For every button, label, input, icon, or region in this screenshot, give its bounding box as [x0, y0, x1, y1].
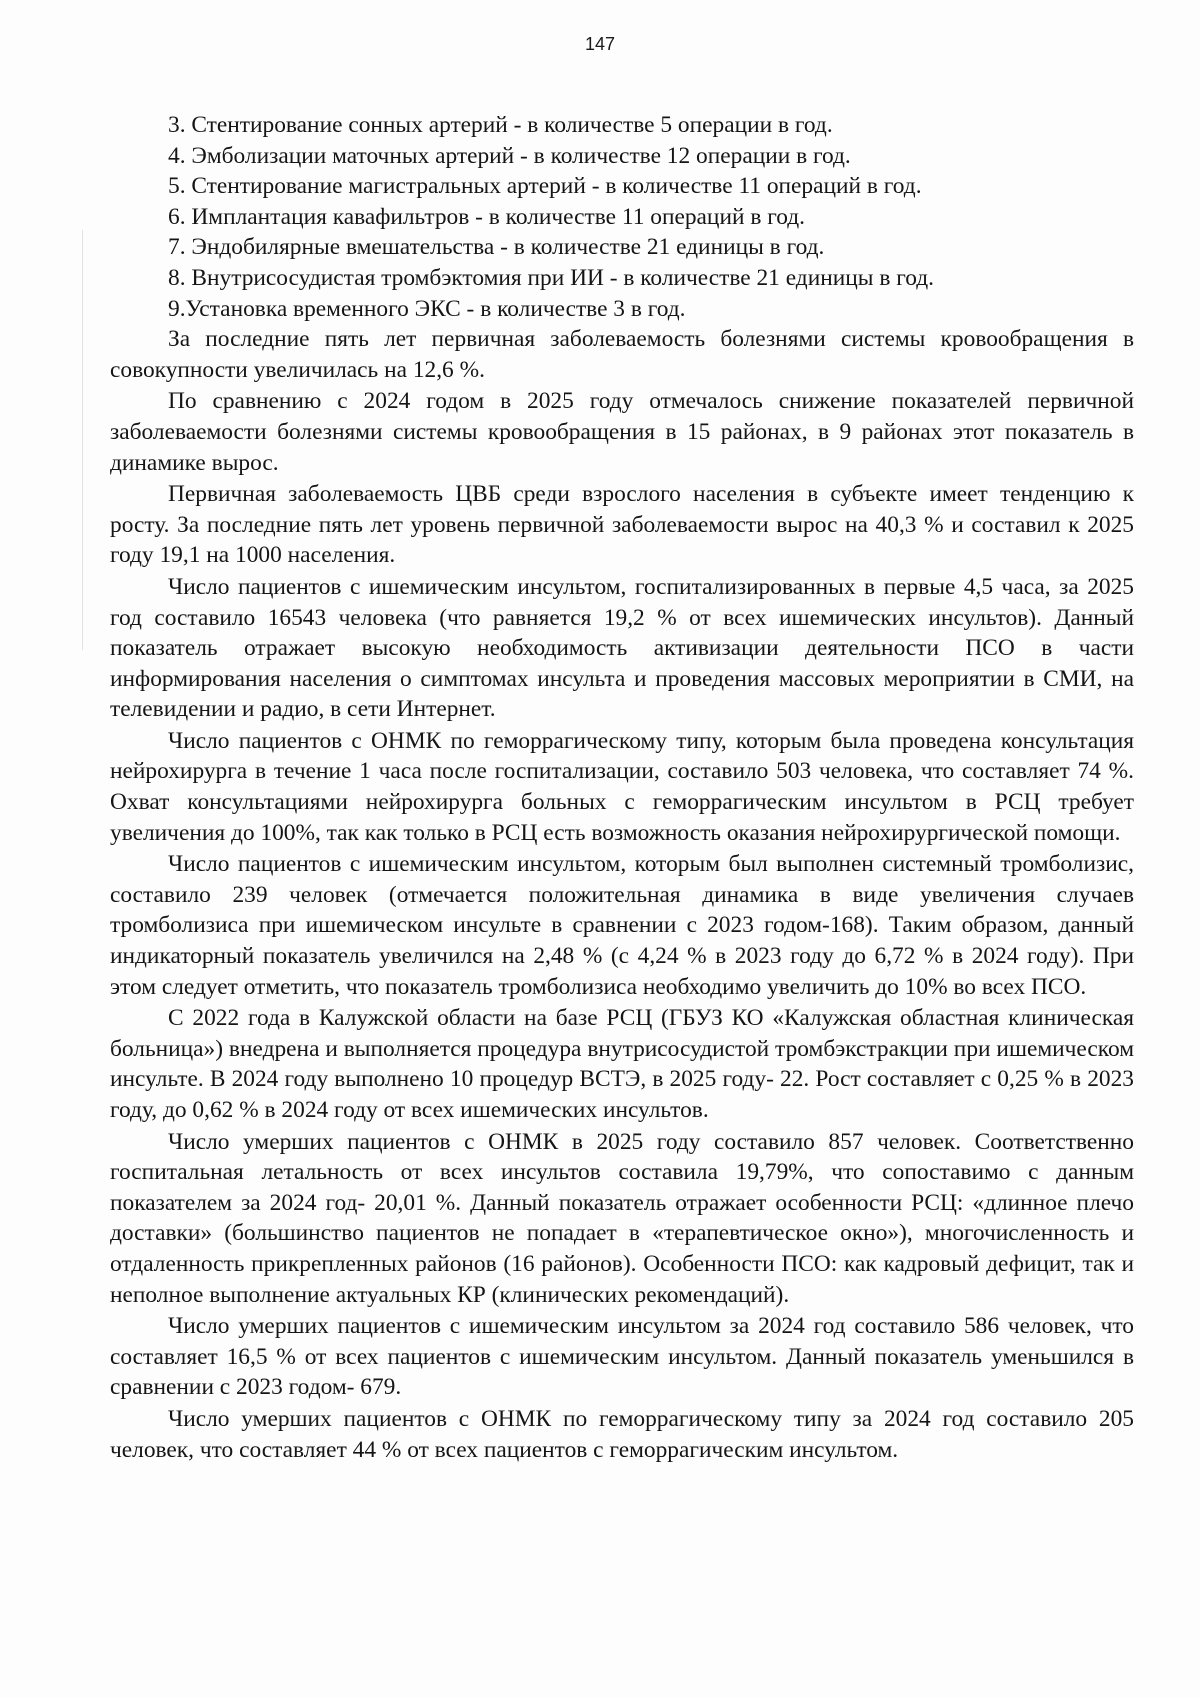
- paragraph: Число пациентов с ишемическим инсультом, которым был выполнен системный тромболизис, составило 239 человек (отмечается положительная динамика в виде увеличения случаев тромболизиса при ишемическом инсульте в сравнении с 2023 годом-168). Таким образом, данный индикаторный показатель увеличился на 2,48 % (с 4,24 % в 2023 году до 6,72 % в 2024 году). При этом следует отметить, что показатель тромболизиса необходимо увеличить до 10% во всех ПСО.: [110, 851, 1134, 1000]
- paragraph: За последние пять лет первичная заболеваемость болезнями системы кровообращения в совокупности увеличилась на 12,6 %.: [110, 326, 1134, 383]
- paragraph: Число пациентов с ишемическим инсультом, госпитализированных в первые 4,5 часа, за 2025 год составило 16543 человека (что равняется 19,2 % от всех ишемических инсультов). Данный показатель отражает высокую необходимость активизации деятельности ПСО в части информирования населения о симптомах инсульта и проведения массовых мероприятии в СМИ, на телевидении и радио, в сети Интернет.: [110, 573, 1134, 723]
- paragraph: С 2022 года в Калужской области на базе РСЦ (ГБУЗ КО «Калужская областная клиническая больница») внедрена и выполняется процедура внутрисосудистой тромбэкстракции при ишемическом инсульте. В 2024 году выполнено 10 процедур ВСТЭ, в 2025 году- 22. Рост составляет с 0,25 % в 2023 году, до 0,62 % в 2024 году от всех ишемических инсультов.: [110, 1005, 1134, 1123]
- paragraph: Число умерших пациентов с ишемическим инсультом за 2024 год составило 586 человек, что составляет 16,5 % от всех пациентов с ишемическим инсультом. Данный показатель уменьшился в сравнении с 2023 годом- 679.: [110, 1313, 1134, 1401]
- list-item: 5. Стентирование магистральных артерий - в количестве 11 операций в год.: [168, 173, 922, 200]
- paragraph: По сравнению с 2024 годом в 2025 году отмечалось снижение показателей первичной заболеваемости болезнями системы кровообращения в 15 районах, в 9 районах этот показатель в динамике вырос.: [110, 388, 1134, 476]
- list-item: 4. Эмболизации маточных артерий - в количестве 12 операции в год.: [168, 142, 851, 169]
- paragraph: Число умерших пациентов с ОНМК по геморрагическому типу за 2024 год составило 205 человек, что составляет 44 % от всех пациентов с геморрагическим инсультом.: [110, 1405, 1134, 1463]
- list-item: 8. Внутрисосудистая тромбэктомия при ИИ - в количестве 21 единицы в год.: [168, 264, 934, 291]
- document-body: [110, 110, 1134, 1466]
- list-item: 7. Эндобилярные вмешательства - в количестве 21 единицы в год.: [168, 234, 825, 261]
- scan-edge-mark: [82, 230, 83, 650]
- list-item: 3. Стентирование сонных артерий - в количестве 5 операции в год.: [168, 112, 833, 138]
- paragraph: Число пациентов с ОНМК по геморрагическому типу, которым была проведена консультация нейрохирурга в течение 1 часа после госпитализации, составило 503 человека, что составляет 74 %. Охват консультациями нейрохирурга больных с геморрагическим инсультом в РСЦ требует увеличения до 100%, так как только в РСЦ есть возможность оказания нейрохирургической помощи.: [110, 727, 1134, 846]
- list-item: 9.Установка временного ЭКС - в количестве 3 в год.: [168, 295, 686, 322]
- paragraph: Первичная заболеваемость ЦВБ среди взрослого населения в субъекте имеет тенденцию к росту. За последние пять лет уровень первичной заболеваемости вырос на 40,3 % и составил к 2025 году 19,1 на 1000 населения.: [110, 481, 1134, 569]
- list-item: 6. Имплантация кавафильтров - в количестве 11 операций в год.: [168, 203, 805, 230]
- page-number: 147: [584, 34, 616, 54]
- paragraph: Число умерших пациентов с ОНМК в 2025 году составило 857 человек. Соответственно госпитальная летальность от всех инсультов составила 19,79%, что сопоставимо с данным показателем за 2024 год- 20,01 %. Данный показатель отражает особенности РСЦ: «длинное плечо доставки» (большинство пациентов не попадает в «терапевтическое окно»), многочисленность и отдаленность прикрепленных районов (16 районов). Особенности ПСО: как кадровый дефицит, так и неполное выполнение актуальных КР (клинических рекомендаций).: [110, 1128, 1134, 1308]
